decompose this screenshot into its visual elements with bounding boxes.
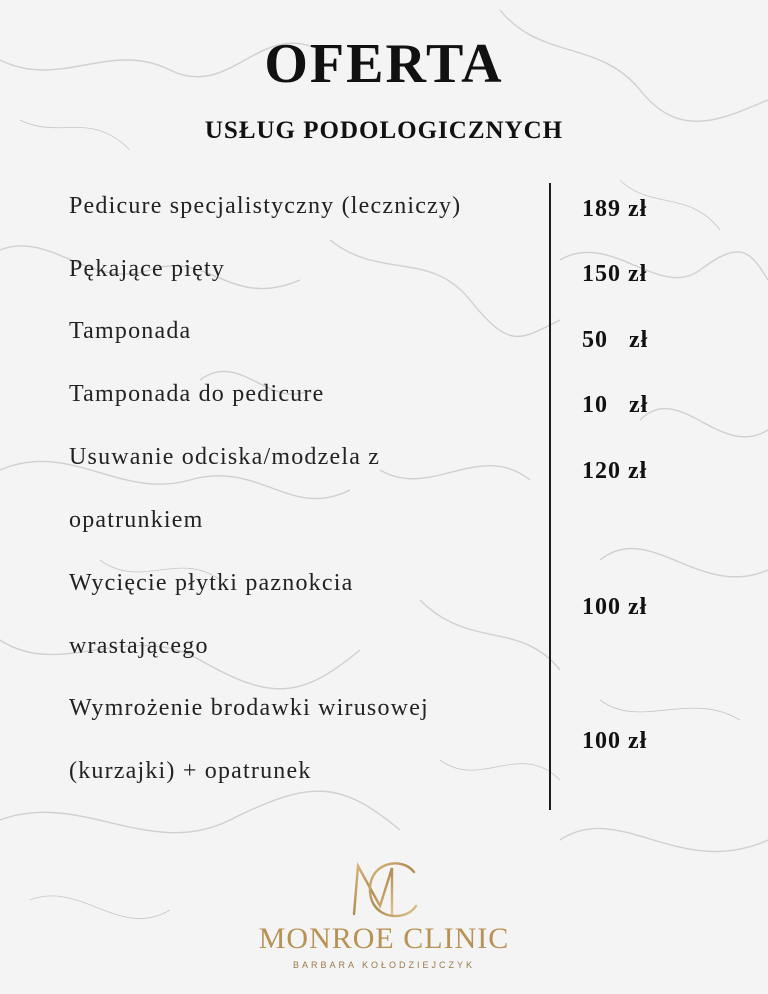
service-price: 120 zł (582, 458, 648, 484)
service-name-line-2: (kurzajki) + opatrunek (69, 758, 312, 784)
service-price: 100 zł (582, 728, 648, 754)
service-price: 150 zł (582, 261, 648, 287)
monroe-clinic-logo-icon (344, 854, 424, 926)
service-name-line-1: Wycięcie płytki paznokcia (69, 570, 354, 596)
service-price: 189 zł (582, 196, 648, 222)
brand-owner: BARBARA KOŁODZIEJCZYK (292, 960, 476, 970)
brand-name: MONROE CLINIC (258, 922, 510, 955)
page-title: OFERTA (264, 33, 504, 95)
service-name-line-2: wrastającego (69, 633, 209, 659)
service-name-line-1: Usuwanie odciska/modzela z (69, 444, 381, 470)
price-divider (549, 183, 551, 810)
service-price: 100 zł (582, 594, 648, 620)
page-subtitle: USŁUG PODOLOGICZNYCH (204, 117, 564, 144)
service-name: Pękające pięty (69, 256, 226, 282)
service-name-line-2: opatrunkiem (69, 507, 204, 533)
service-name: Tamponada (69, 318, 192, 344)
service-name: Pedicure specjalistyczny (leczniczy) (69, 193, 462, 219)
service-price: 50 zł (582, 327, 649, 353)
service-name: Tamponada do pedicure (69, 381, 325, 407)
service-name-line-1: Wymrożenie brodawki wirusowej (69, 695, 429, 721)
service-price: 10 zł (582, 392, 649, 418)
